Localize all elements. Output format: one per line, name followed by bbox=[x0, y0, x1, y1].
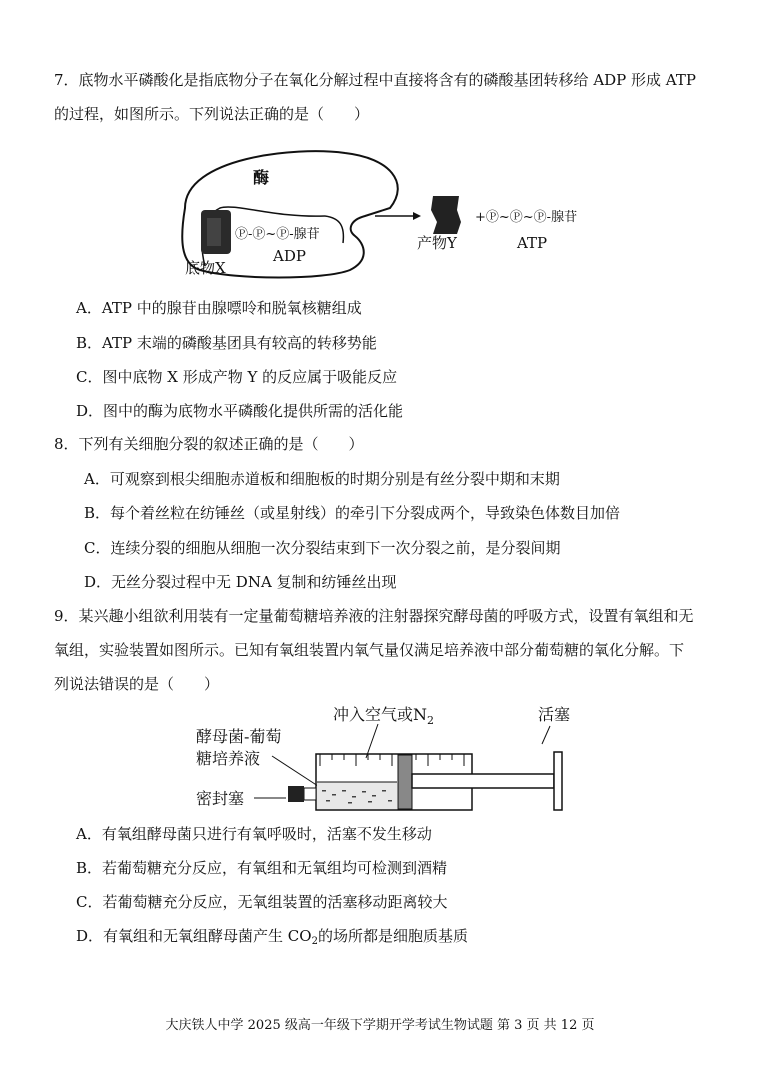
plunger-rod bbox=[412, 774, 554, 788]
product-y-shape bbox=[431, 196, 461, 234]
q7-enzyme-figure bbox=[175, 148, 595, 283]
enzyme-label: 酶 bbox=[253, 168, 270, 187]
product-y-label: 产物Y bbox=[417, 234, 457, 252]
substrate-x-label: 底物X bbox=[185, 259, 226, 277]
q9-option-d-sub: 2 bbox=[311, 936, 318, 947]
q8-option-d: D．无丝分裂过程中无 DNA 复制和纺锤丝出现 bbox=[84, 573, 397, 591]
q9-stem-line3: 列说法错误的是（ ） bbox=[54, 675, 220, 693]
q9-stem-line2: 氧组，实验装置如图所示。已知有氧组装置内氧气量仅满足培养液中部分葡萄糖的氧化分解。下 bbox=[54, 641, 685, 659]
q9-syringe-figure bbox=[190, 700, 590, 820]
medium-label-line2: 糖培养液 bbox=[196, 749, 261, 768]
atp-label: ATP bbox=[517, 234, 548, 252]
q7-stem-line2: 的过程，如图所示。下列说法正确的是（ ） bbox=[54, 105, 370, 123]
q9-option-c: C．若葡萄糖充分反应，无氧组装置的活塞移动距离较大 bbox=[76, 893, 448, 911]
q9-stem-line1: 9．某兴趣小组欲利用装有一定量葡萄糖培养液的注射器探究酵母菌的呼吸方式，设置有氧组和无 bbox=[54, 607, 694, 625]
q7-stem-line1: 7．底物水平磷酸化是指底物分子在氧化分解过程中直接将含有的磷酸基团转移给 ADP 形成 ATP bbox=[54, 71, 696, 89]
q8-option-b: B．每个着丝粒在纺锤丝（或星射线）的牵引下分裂成两个，导致染色体数目加倍 bbox=[84, 504, 621, 522]
q8-option-a: A．可观察到根尖细胞赤道板和细胞板的时期分别是有丝分裂中期和末期 bbox=[84, 470, 560, 488]
q9-option-d-post: 的场所都是细胞质基质 bbox=[317, 927, 468, 945]
syringe-nozzle bbox=[304, 788, 316, 800]
q7-option-b: B．ATP 末端的磷酸基团具有较高的转移势能 bbox=[76, 334, 377, 352]
q9-option-a: A．有氧组酵母菌只进行有氧呼吸时，活塞不发生移动 bbox=[76, 825, 432, 843]
culture-medium bbox=[317, 782, 397, 809]
q9-option-d bbox=[76, 926, 468, 946]
page-footer: 大庆铁人中学 2025 级高一年级下学期开学考试生物试题 第 3 页 共 12 页 bbox=[165, 1018, 595, 1033]
barrel-scale bbox=[320, 754, 464, 766]
q7-option-a: A．ATP 中的腺苷由腺嘌呤和脱氧核糖组成 bbox=[76, 299, 362, 317]
q8-stem: 8．下列有关细胞分裂的叙述正确的是（ ） bbox=[54, 435, 364, 453]
q9-option-d-pre: D．有氧组和无氧组酵母菌产生 CO bbox=[76, 927, 312, 945]
seal-label: 密封塞 bbox=[196, 789, 245, 808]
adp-label: ADP bbox=[273, 247, 306, 265]
seal-plug bbox=[288, 786, 304, 802]
q8-option-c: C．连续分裂的细胞从细胞一次分裂结束到下一次分裂之前，是分裂间期 bbox=[84, 539, 561, 557]
medium-label-line1: 酵母菌-葡萄 bbox=[196, 727, 282, 746]
gas-label: 冲入空气或$N_2$ bbox=[333, 705, 435, 727]
adp-chain: Ⓟ-Ⓟ~Ⓟ-腺苷 bbox=[235, 227, 320, 242]
q7-option-d: D．图中的酶为底物水平磷酸化提供所需的活化能 bbox=[76, 402, 404, 420]
atp-chain: +Ⓟ~Ⓟ~Ⓟ-腺苷 bbox=[475, 210, 578, 225]
q7-option-c: C．图中底物 X 形成产物 Y 的反应属于吸能反应 bbox=[76, 368, 398, 386]
piston-head bbox=[398, 755, 412, 809]
q9-option-b: B．若葡萄糖充分反应，有氧组和无氧组均可检测到酒精 bbox=[76, 859, 448, 877]
piston-label: 活塞 bbox=[538, 705, 571, 724]
